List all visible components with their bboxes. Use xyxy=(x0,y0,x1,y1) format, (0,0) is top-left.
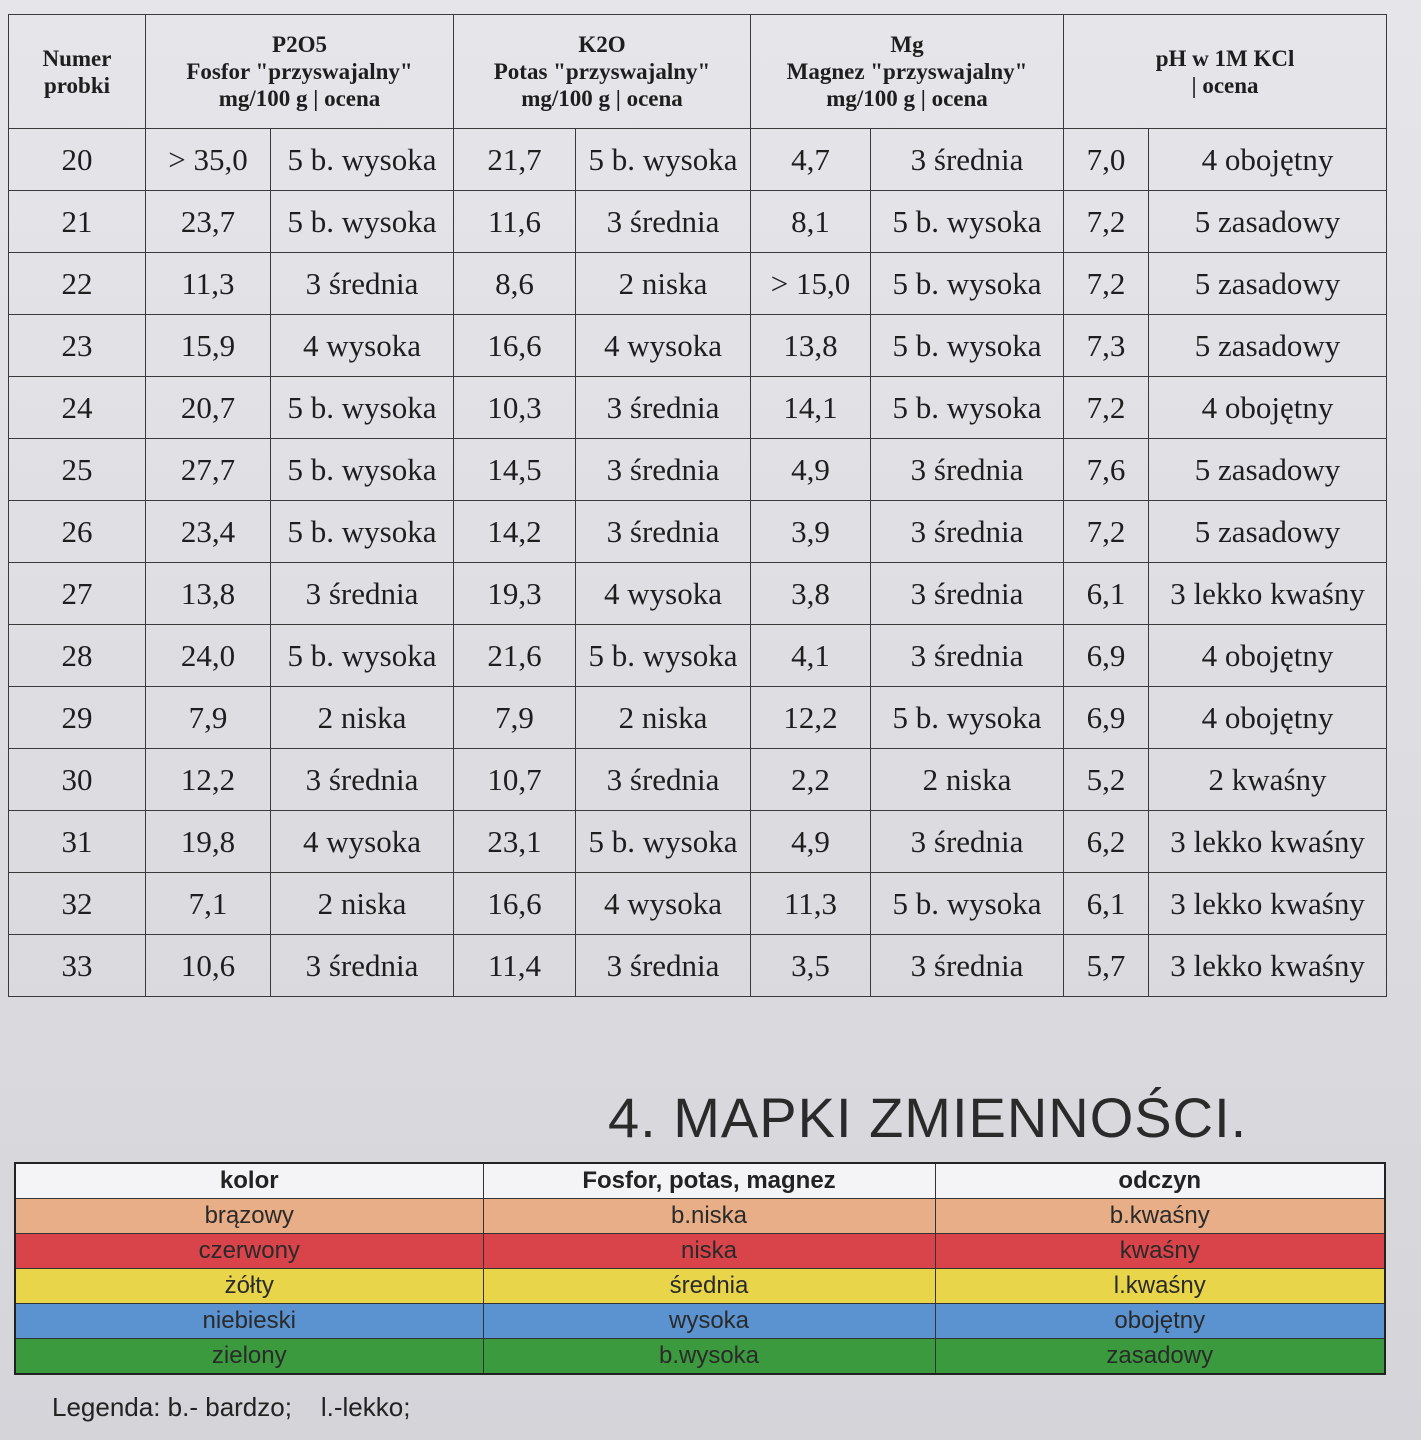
cell-ph-value: 7,2 xyxy=(1064,501,1149,563)
cell-magnesium-value: 13,8 xyxy=(751,315,871,377)
cell-magnesium-value: 4,9 xyxy=(751,439,871,501)
cell-phosphorus-rating: 5 b. wysoka xyxy=(271,377,454,439)
header-sample-number: Numer probki xyxy=(9,15,146,129)
legend-color-name: żółty xyxy=(15,1269,483,1304)
cell-ph-rating: 2 kwaśny xyxy=(1149,749,1387,811)
cell-magnesium-value: 12,2 xyxy=(751,687,871,749)
cell-potassium-value: 11,4 xyxy=(454,935,576,997)
cell-phosphorus-value: 27,7 xyxy=(146,439,271,501)
cell-magnesium-value: > 15,0 xyxy=(751,253,871,315)
cell-potassium-rating: 3 średnia xyxy=(576,935,751,997)
legend-nutrient-level: średnia xyxy=(483,1269,935,1304)
cell-phosphorus-value: 24,0 xyxy=(146,625,271,687)
cell-potassium-value: 8,6 xyxy=(454,253,576,315)
cell-ph-value: 6,1 xyxy=(1064,563,1149,625)
table-row xyxy=(9,129,1387,191)
cell-phosphorus-value: 23,7 xyxy=(146,191,271,253)
cell-phosphorus-value: 19,8 xyxy=(146,811,271,873)
cell-potassium-rating: 3 średnia xyxy=(576,439,751,501)
cell-ph-rating: 3 lekko kwaśny xyxy=(1149,935,1387,997)
cell-sample-number: 29 xyxy=(9,687,146,749)
cell-ph-value: 6,9 xyxy=(1064,687,1149,749)
cell-potassium-value: 14,2 xyxy=(454,501,576,563)
cell-potassium-value: 11,6 xyxy=(454,191,576,253)
cell-magnesium-value: 11,3 xyxy=(751,873,871,935)
legend-reaction: b.kwaśny xyxy=(935,1199,1385,1234)
legend-reaction: zasadowy xyxy=(935,1339,1385,1375)
cell-phosphorus-value: 12,2 xyxy=(146,749,271,811)
cell-potassium-value: 21,7 xyxy=(454,129,576,191)
header-potassium: K2O Potas "przyswajalny" mg/100 g | ocena xyxy=(454,15,751,129)
cell-potassium-rating: 3 średnia xyxy=(576,377,751,439)
cell-potassium-value: 10,7 xyxy=(454,749,576,811)
table-row xyxy=(9,563,1387,625)
cell-magnesium-rating: 5 b. wysoka xyxy=(871,253,1064,315)
cell-ph-rating: 4 obojętny xyxy=(1149,687,1387,749)
table-row xyxy=(9,749,1387,811)
legend-row xyxy=(15,1304,1385,1339)
table-row xyxy=(9,625,1387,687)
cell-sample-number: 21 xyxy=(9,191,146,253)
cell-ph-rating: 4 obojętny xyxy=(1149,377,1387,439)
cell-phosphorus-rating: 5 b. wysoka xyxy=(271,439,454,501)
cell-potassium-value: 19,3 xyxy=(454,563,576,625)
header-ph: pH w 1M KCl | ocena xyxy=(1064,15,1387,129)
cell-ph-rating: 4 obojętny xyxy=(1149,129,1387,191)
cell-magnesium-value: 4,7 xyxy=(751,129,871,191)
color-legend-table xyxy=(14,1162,1386,1375)
table-body xyxy=(9,129,1387,997)
cell-phosphorus-rating: 5 b. wysoka xyxy=(271,501,454,563)
cell-sample-number: 20 xyxy=(9,129,146,191)
cell-potassium-rating: 5 b. wysoka xyxy=(576,811,751,873)
cell-ph-value: 7,2 xyxy=(1064,377,1149,439)
cell-ph-value: 5,7 xyxy=(1064,935,1149,997)
legend-row xyxy=(15,1199,1385,1234)
header-magnesium: Mg Magnez "przyswajalny" mg/100 g | ocena xyxy=(751,15,1064,129)
cell-sample-number: 31 xyxy=(9,811,146,873)
cell-sample-number: 27 xyxy=(9,563,146,625)
cell-potassium-rating: 5 b. wysoka xyxy=(576,625,751,687)
cell-magnesium-rating: 3 średnia xyxy=(871,129,1064,191)
legend-nutrient-level: wysoka xyxy=(483,1304,935,1339)
legend-nutrient-level: niska xyxy=(483,1234,935,1269)
cell-phosphorus-rating: 3 średnia xyxy=(271,253,454,315)
cell-magnesium-rating: 3 średnia xyxy=(871,811,1064,873)
cell-magnesium-value: 2,2 xyxy=(751,749,871,811)
table-row xyxy=(9,501,1387,563)
cell-phosphorus-rating: 2 niska xyxy=(271,687,454,749)
table-row xyxy=(9,439,1387,501)
soil-analysis-table xyxy=(8,14,1387,997)
cell-phosphorus-value: 13,8 xyxy=(146,563,271,625)
legend-header-nutrients: Fosfor, potas, magnez xyxy=(483,1163,935,1199)
legend-row xyxy=(15,1269,1385,1304)
cell-magnesium-rating: 3 średnia xyxy=(871,935,1064,997)
cell-potassium-rating: 3 średnia xyxy=(576,749,751,811)
cell-phosphorus-value: 7,9 xyxy=(146,687,271,749)
header-phosphorus: P2O5 Fosfor "przyswajalny" mg/100 g | ocena xyxy=(146,15,454,129)
cell-ph-rating: 5 zasadowy xyxy=(1149,253,1387,315)
cell-magnesium-value: 3,5 xyxy=(751,935,871,997)
legend-nutrient-level: b.wysoka xyxy=(483,1339,935,1375)
cell-ph-rating: 3 lekko kwaśny xyxy=(1149,811,1387,873)
cell-sample-number: 32 xyxy=(9,873,146,935)
cell-sample-number: 24 xyxy=(9,377,146,439)
cell-sample-number: 26 xyxy=(9,501,146,563)
table-row xyxy=(9,873,1387,935)
cell-phosphorus-rating: 3 średnia xyxy=(271,749,454,811)
table-row xyxy=(9,253,1387,315)
cell-potassium-rating: 2 niska xyxy=(576,687,751,749)
table-header xyxy=(9,15,1387,129)
cell-ph-value: 7,3 xyxy=(1064,315,1149,377)
cell-potassium-rating: 4 wysoka xyxy=(576,563,751,625)
cell-magnesium-rating: 3 średnia xyxy=(871,625,1064,687)
cell-magnesium-value: 3,9 xyxy=(751,501,871,563)
cell-potassium-rating: 3 średnia xyxy=(576,191,751,253)
cell-magnesium-rating: 3 średnia xyxy=(871,439,1064,501)
cell-potassium-value: 16,6 xyxy=(454,315,576,377)
cell-potassium-value: 16,6 xyxy=(454,873,576,935)
cell-magnesium-rating: 5 b. wysoka xyxy=(871,377,1064,439)
cell-phosphorus-rating: 5 b. wysoka xyxy=(271,129,454,191)
cell-ph-value: 6,2 xyxy=(1064,811,1149,873)
cell-phosphorus-rating: 2 niska xyxy=(271,873,454,935)
cell-potassium-value: 14,5 xyxy=(454,439,576,501)
cell-phosphorus-value: 11,3 xyxy=(146,253,271,315)
cell-ph-value: 7,0 xyxy=(1064,129,1149,191)
cell-magnesium-value: 4,1 xyxy=(751,625,871,687)
cell-ph-value: 6,1 xyxy=(1064,873,1149,935)
cell-phosphorus-rating: 5 b. wysoka xyxy=(271,625,454,687)
legend-row xyxy=(15,1234,1385,1269)
cell-ph-value: 7,2 xyxy=(1064,253,1149,315)
cell-potassium-rating: 2 niska xyxy=(576,253,751,315)
cell-magnesium-rating: 5 b. wysoka xyxy=(871,191,1064,253)
cell-magnesium-rating: 3 średnia xyxy=(871,563,1064,625)
cell-phosphorus-value: > 35,0 xyxy=(146,129,271,191)
cell-ph-rating: 5 zasadowy xyxy=(1149,439,1387,501)
cell-sample-number: 23 xyxy=(9,315,146,377)
legend-nutrient-level: b.niska xyxy=(483,1199,935,1234)
table-row xyxy=(9,191,1387,253)
cell-ph-value: 5,2 xyxy=(1064,749,1149,811)
legend-header-row xyxy=(15,1163,1385,1199)
cell-ph-rating: 5 zasadowy xyxy=(1149,501,1387,563)
cell-ph-rating: 4 obojętny xyxy=(1149,625,1387,687)
cell-magnesium-value: 14,1 xyxy=(751,377,871,439)
cell-phosphorus-rating: 3 średnia xyxy=(271,935,454,997)
cell-magnesium-rating: 5 b. wysoka xyxy=(871,873,1064,935)
cell-sample-number: 22 xyxy=(9,253,146,315)
section-title: 4. MAPKI ZMIENNOŚCI. xyxy=(608,1086,1248,1149)
legend-color-name: czerwony xyxy=(15,1234,483,1269)
cell-phosphorus-rating: 3 średnia xyxy=(271,563,454,625)
legend-body xyxy=(15,1199,1385,1375)
cell-magnesium-rating: 5 b. wysoka xyxy=(871,687,1064,749)
table-row xyxy=(9,377,1387,439)
legend-color-name: brązowy xyxy=(15,1199,483,1234)
cell-potassium-rating: 5 b. wysoka xyxy=(576,129,751,191)
cell-phosphorus-rating: 5 b. wysoka xyxy=(271,191,454,253)
legend-reaction: kwaśny xyxy=(935,1234,1385,1269)
table-row xyxy=(9,315,1387,377)
legend-reaction: l.kwaśny xyxy=(935,1269,1385,1304)
cell-ph-value: 7,2 xyxy=(1064,191,1149,253)
legend-header-reaction: odczyn xyxy=(935,1163,1385,1199)
legend-note: Legenda: b.- bardzo; l.-lekko; xyxy=(52,1392,411,1422)
cell-sample-number: 30 xyxy=(9,749,146,811)
cell-phosphorus-value: 7,1 xyxy=(146,873,271,935)
cell-potassium-value: 21,6 xyxy=(454,625,576,687)
cell-magnesium-rating: 3 średnia xyxy=(871,501,1064,563)
cell-phosphorus-value: 15,9 xyxy=(146,315,271,377)
cell-ph-rating: 3 lekko kwaśny xyxy=(1149,873,1387,935)
cell-ph-value: 7,6 xyxy=(1064,439,1149,501)
cell-potassium-rating: 4 wysoka xyxy=(576,873,751,935)
cell-phosphorus-value: 10,6 xyxy=(146,935,271,997)
cell-magnesium-value: 8,1 xyxy=(751,191,871,253)
cell-potassium-value: 23,1 xyxy=(454,811,576,873)
cell-ph-rating: 5 zasadowy xyxy=(1149,191,1387,253)
cell-potassium-value: 10,3 xyxy=(454,377,576,439)
cell-phosphorus-value: 20,7 xyxy=(146,377,271,439)
legend-row xyxy=(15,1339,1385,1375)
cell-potassium-value: 7,9 xyxy=(454,687,576,749)
cell-magnesium-value: 3,8 xyxy=(751,563,871,625)
cell-phosphorus-rating: 4 wysoka xyxy=(271,315,454,377)
cell-potassium-rating: 3 średnia xyxy=(576,501,751,563)
cell-sample-number: 28 xyxy=(9,625,146,687)
table-row xyxy=(9,935,1387,997)
cell-magnesium-rating: 2 niska xyxy=(871,749,1064,811)
cell-ph-rating: 3 lekko kwaśny xyxy=(1149,563,1387,625)
cell-sample-number: 25 xyxy=(9,439,146,501)
cell-sample-number: 33 xyxy=(9,935,146,997)
cell-ph-value: 6,9 xyxy=(1064,625,1149,687)
legend-color-name: niebieski xyxy=(15,1304,483,1339)
legend-reaction: obojętny xyxy=(935,1304,1385,1339)
table-row xyxy=(9,687,1387,749)
cell-phosphorus-value: 23,4 xyxy=(146,501,271,563)
cell-magnesium-value: 4,9 xyxy=(751,811,871,873)
cell-magnesium-rating: 5 b. wysoka xyxy=(871,315,1064,377)
cell-ph-rating: 5 zasadowy xyxy=(1149,315,1387,377)
cell-phosphorus-rating: 4 wysoka xyxy=(271,811,454,873)
legend-color-name: zielony xyxy=(15,1339,483,1375)
table-row xyxy=(9,811,1387,873)
legend-header-color: kolor xyxy=(15,1163,483,1199)
cell-potassium-rating: 4 wysoka xyxy=(576,315,751,377)
